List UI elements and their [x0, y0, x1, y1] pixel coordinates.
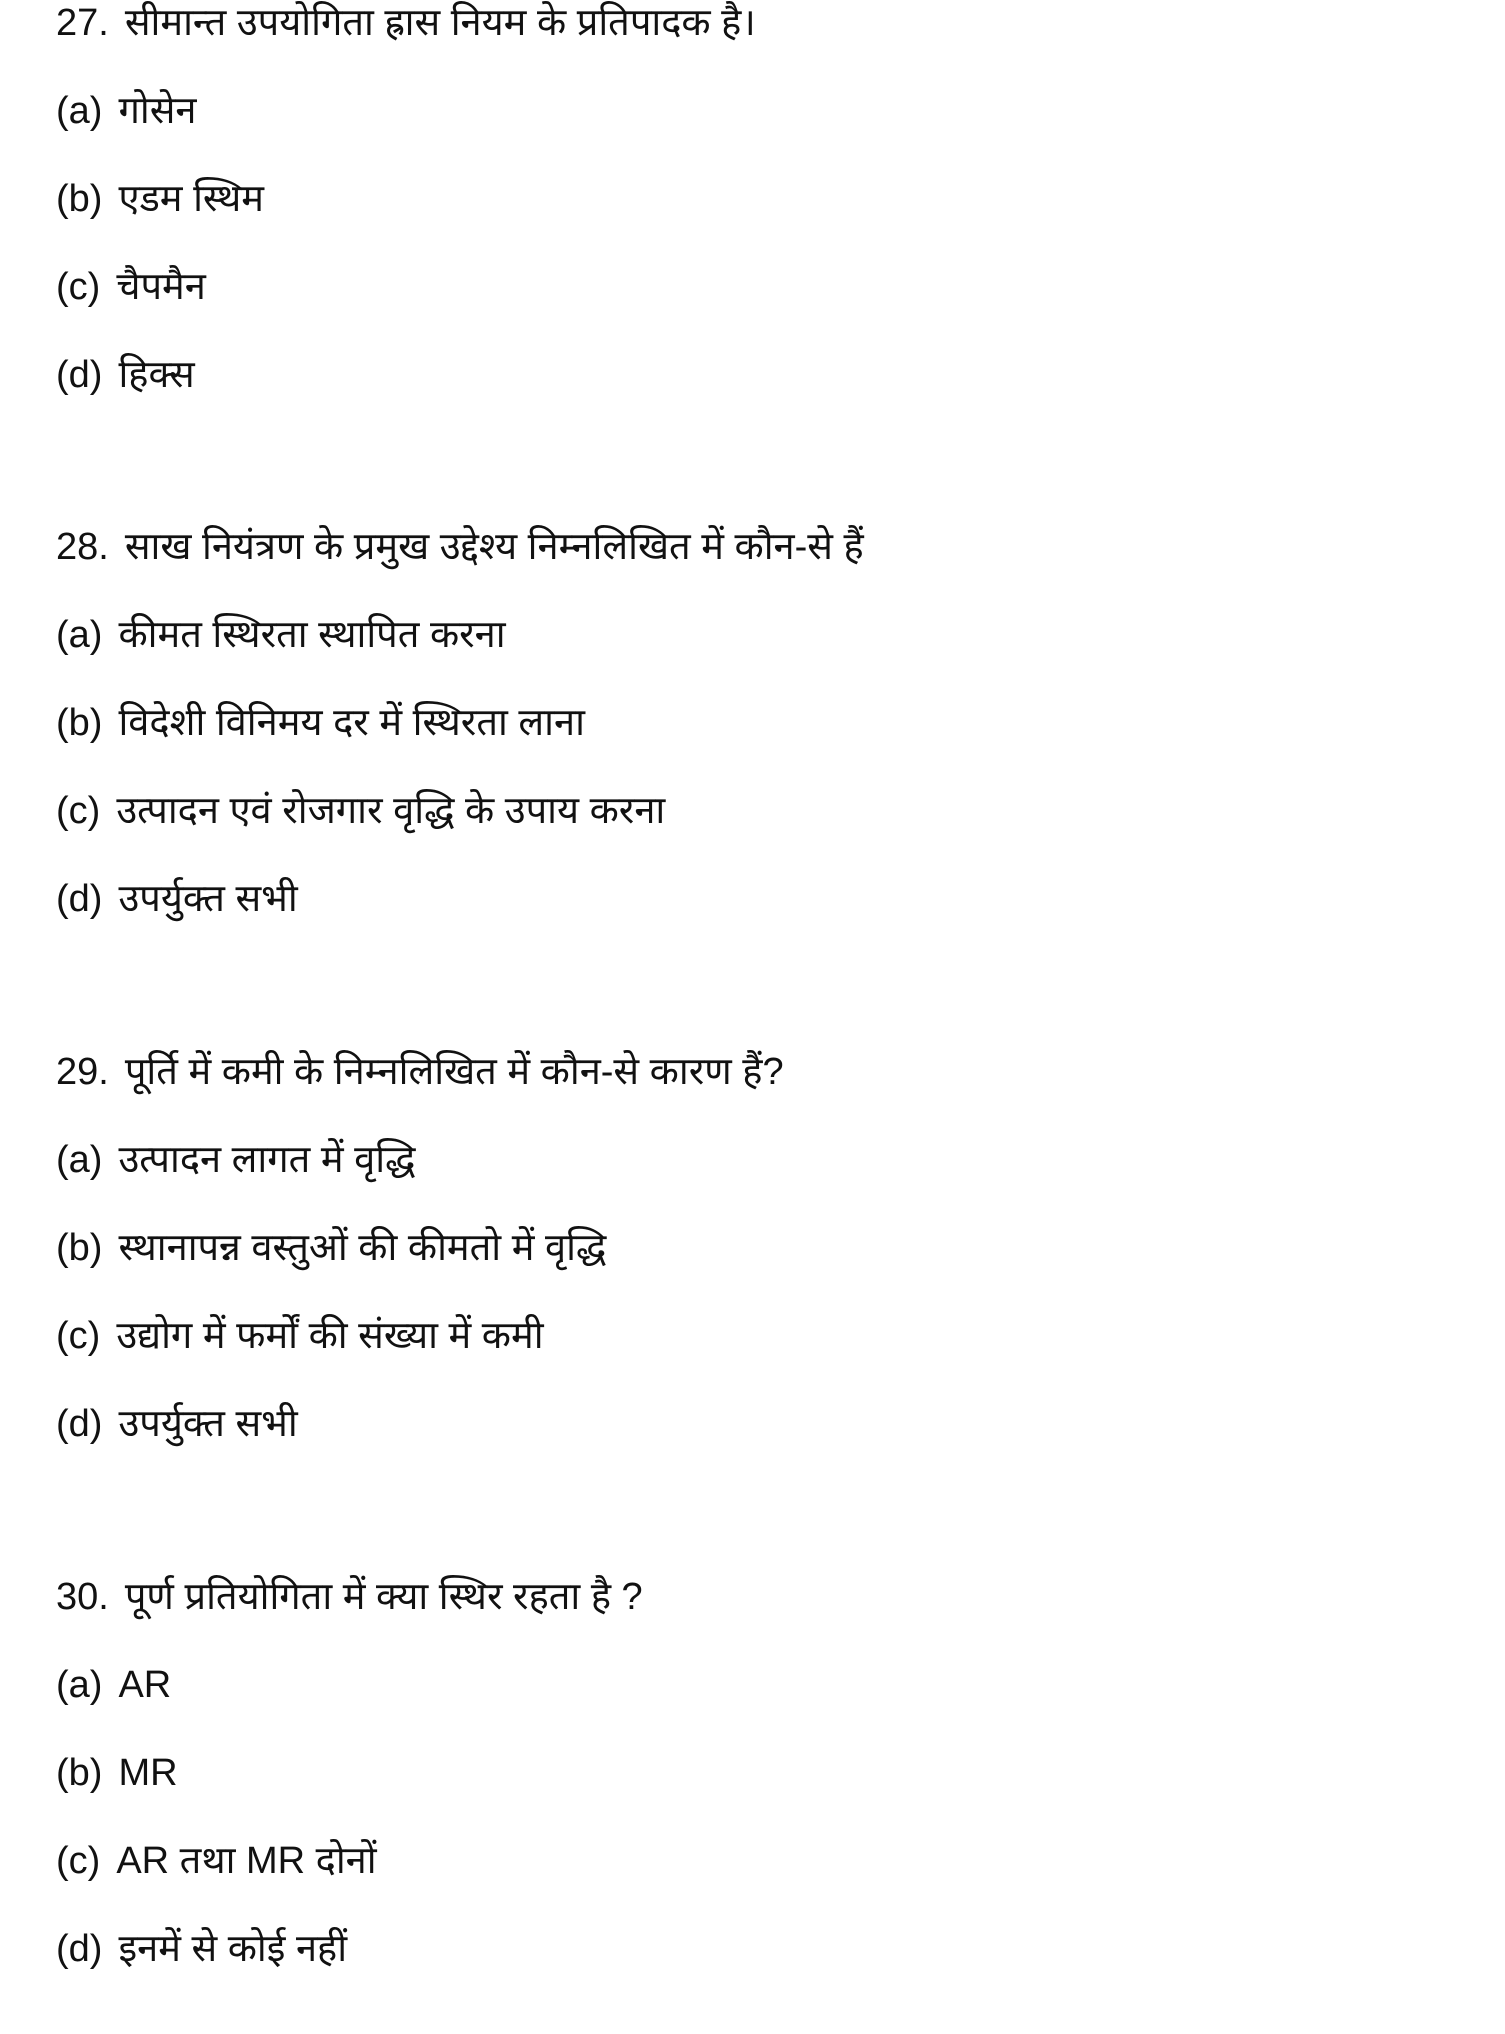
question-number: 29. — [56, 1051, 109, 1093]
option-text: AR तथा MR दोनों — [116, 1840, 377, 1882]
option-label: (d) — [56, 1928, 103, 1970]
option-text: गोसेन — [118, 90, 197, 132]
option-text: उत्पादन लागत में वृद्धि — [118, 1139, 416, 1181]
question-number: 30. — [56, 1576, 109, 1618]
option-label: (d) — [56, 878, 103, 920]
option-text: चैपमैन — [116, 266, 206, 308]
question-stem: पूर्ण प्रतियोगिता में क्या स्थिर रहता है ? — [124, 1576, 643, 1618]
answer-option — [56, 1137, 415, 1183]
answer-option — [56, 1225, 606, 1271]
option-text: विदेशी विनिमय दर में स्थिरता लाना — [118, 702, 585, 744]
option-label: (c) — [56, 1840, 101, 1882]
question-number: 28. — [56, 526, 109, 568]
question-text — [56, 1574, 643, 1620]
option-text: एडम स्थिम — [118, 178, 264, 220]
option-label: (d) — [56, 354, 103, 396]
answer-option — [56, 788, 665, 834]
option-text: उद्योग में फर्मों की संख्या में कमी — [116, 1315, 544, 1357]
option-label: (a) — [56, 614, 103, 656]
option-text: MR — [118, 1752, 178, 1794]
option-text: हिक्स — [118, 354, 195, 396]
option-text: AR — [118, 1664, 172, 1706]
question-stem: पूर्ति में कमी के निम्नलिखित में कौन-से कारण हैं? — [124, 1051, 784, 1093]
option-label: (b) — [56, 1227, 103, 1269]
option-text: उपर्युक्त सभी — [118, 878, 298, 920]
option-label: (c) — [56, 1315, 101, 1357]
option-text: कीमत स्थिरता स्थापित करना — [118, 614, 506, 656]
question-text — [56, 524, 864, 570]
answer-option — [56, 1313, 544, 1359]
option-label: (a) — [56, 1664, 103, 1706]
answer-option — [56, 1662, 171, 1708]
option-label: (b) — [56, 1752, 103, 1794]
answer-option — [56, 1750, 178, 1796]
option-label: (d) — [56, 1403, 103, 1445]
answer-option — [56, 176, 264, 222]
answer-option — [56, 88, 196, 134]
option-label: (b) — [56, 178, 103, 220]
answer-option — [56, 1838, 377, 1884]
answer-option — [56, 1926, 347, 1972]
option-text: उत्पादन एवं रोजगार वृद्धि के उपाय करना — [116, 790, 666, 832]
option-label: (b) — [56, 702, 103, 744]
answer-option — [56, 612, 506, 658]
answer-option — [56, 352, 195, 398]
answer-option — [56, 700, 585, 746]
option-label: (a) — [56, 1139, 103, 1181]
answer-option — [56, 1401, 298, 1447]
question-text — [56, 1049, 784, 1095]
option-label: (c) — [56, 266, 101, 308]
question-stem: साख नियंत्रण के प्रमुख उद्देश्य निम्नलिखित में कौन-से हैं — [124, 526, 864, 568]
option-text: उपर्युक्त सभी — [118, 1403, 298, 1445]
answer-option — [56, 876, 298, 922]
question-stem: सीमान्त उपयोगिता ह्रास नियम के प्रतिपादक है। — [124, 2, 756, 44]
option-text: स्थानापन्न वस्तुओं की कीमतो में वृद्धि — [118, 1227, 607, 1269]
option-label: (c) — [56, 790, 101, 832]
answer-option — [56, 264, 206, 310]
question-text — [56, 0, 756, 46]
option-label: (a) — [56, 90, 103, 132]
option-text: इनमें से कोई नहीं — [118, 1928, 348, 1970]
question-number: 27. — [56, 2, 109, 44]
